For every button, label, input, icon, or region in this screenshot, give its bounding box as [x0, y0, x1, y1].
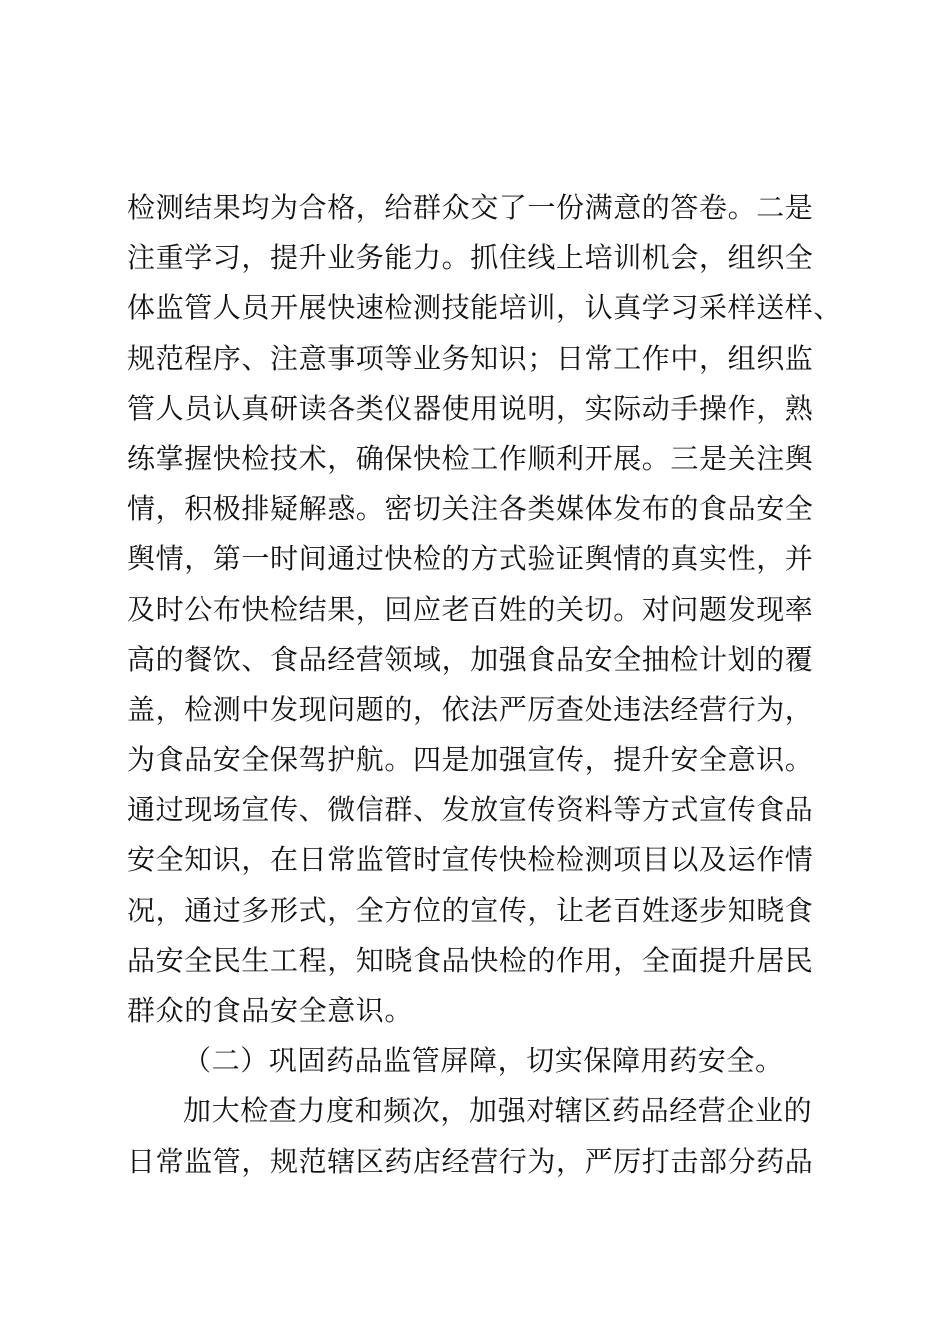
text-line: 规范程序、注意事项等业务知识；日常工作中，组织监	[127, 341, 814, 375]
text-line: 及时公布快检结果，回应老百姓的关切。对问题发现率	[127, 592, 814, 626]
text-line: 情，积极排疑解惑。密切关注各类媒体发布的食品安全	[127, 492, 814, 526]
paragraph-start-line: 加大检查力度和频次，加强对辖区药品经营企业的	[183, 1094, 813, 1128]
document-body	[127, 183, 847, 1187]
text-line: 群众的食品安全意识。	[127, 994, 414, 1027]
text-line: 练掌握快检技术，确保快检工作顺利开展。三是关注舆	[127, 441, 814, 475]
text-line: 日常监管，规范辖区药店经营行为，严厉打击部分药品	[127, 1144, 814, 1178]
text-line: 注重学习，提升业务能力。抓住线上培训机会，组织全	[127, 241, 814, 275]
text-line: 安全知识，在日常监管时宣传快检检测项目以及运作情	[127, 843, 814, 877]
text-line: 品安全民生工程，知晓食品快检的作用，全面提升居民	[127, 943, 814, 977]
text-line: 为食品安全保驾护航。四是加强宣传，提升安全意识。	[127, 743, 814, 777]
text-line: 检测结果均为合格，给群众交了一份满意的答卷。二是	[127, 191, 814, 224]
text-line: 况，通过多形式，全方位的宣传，让老百姓逐步知晓食	[127, 893, 814, 927]
text-line: 高的餐饮、食品经营领域，加强食品安全抽检计划的覆	[127, 642, 814, 676]
text-line: 体监管人员开展快速检测技能培训，认真学习采样送样、	[127, 291, 843, 325]
section-heading: （二）巩固药品监管屏障，切实保障用药安全。	[183, 1044, 784, 1078]
text-line: 通过现场宣传、微信群、发放宣传资料等方式宣传食品	[127, 793, 814, 827]
text-line: 舆情，第一时间通过快检的方式验证舆情的真实性，并	[127, 542, 814, 576]
text-line: 盖，检测中发现问题的，依法严厉查处违法经营行为，	[127, 692, 814, 726]
text-line: 管人员认真研读各类仪器使用说明，实际动手操作，熟	[127, 391, 814, 425]
